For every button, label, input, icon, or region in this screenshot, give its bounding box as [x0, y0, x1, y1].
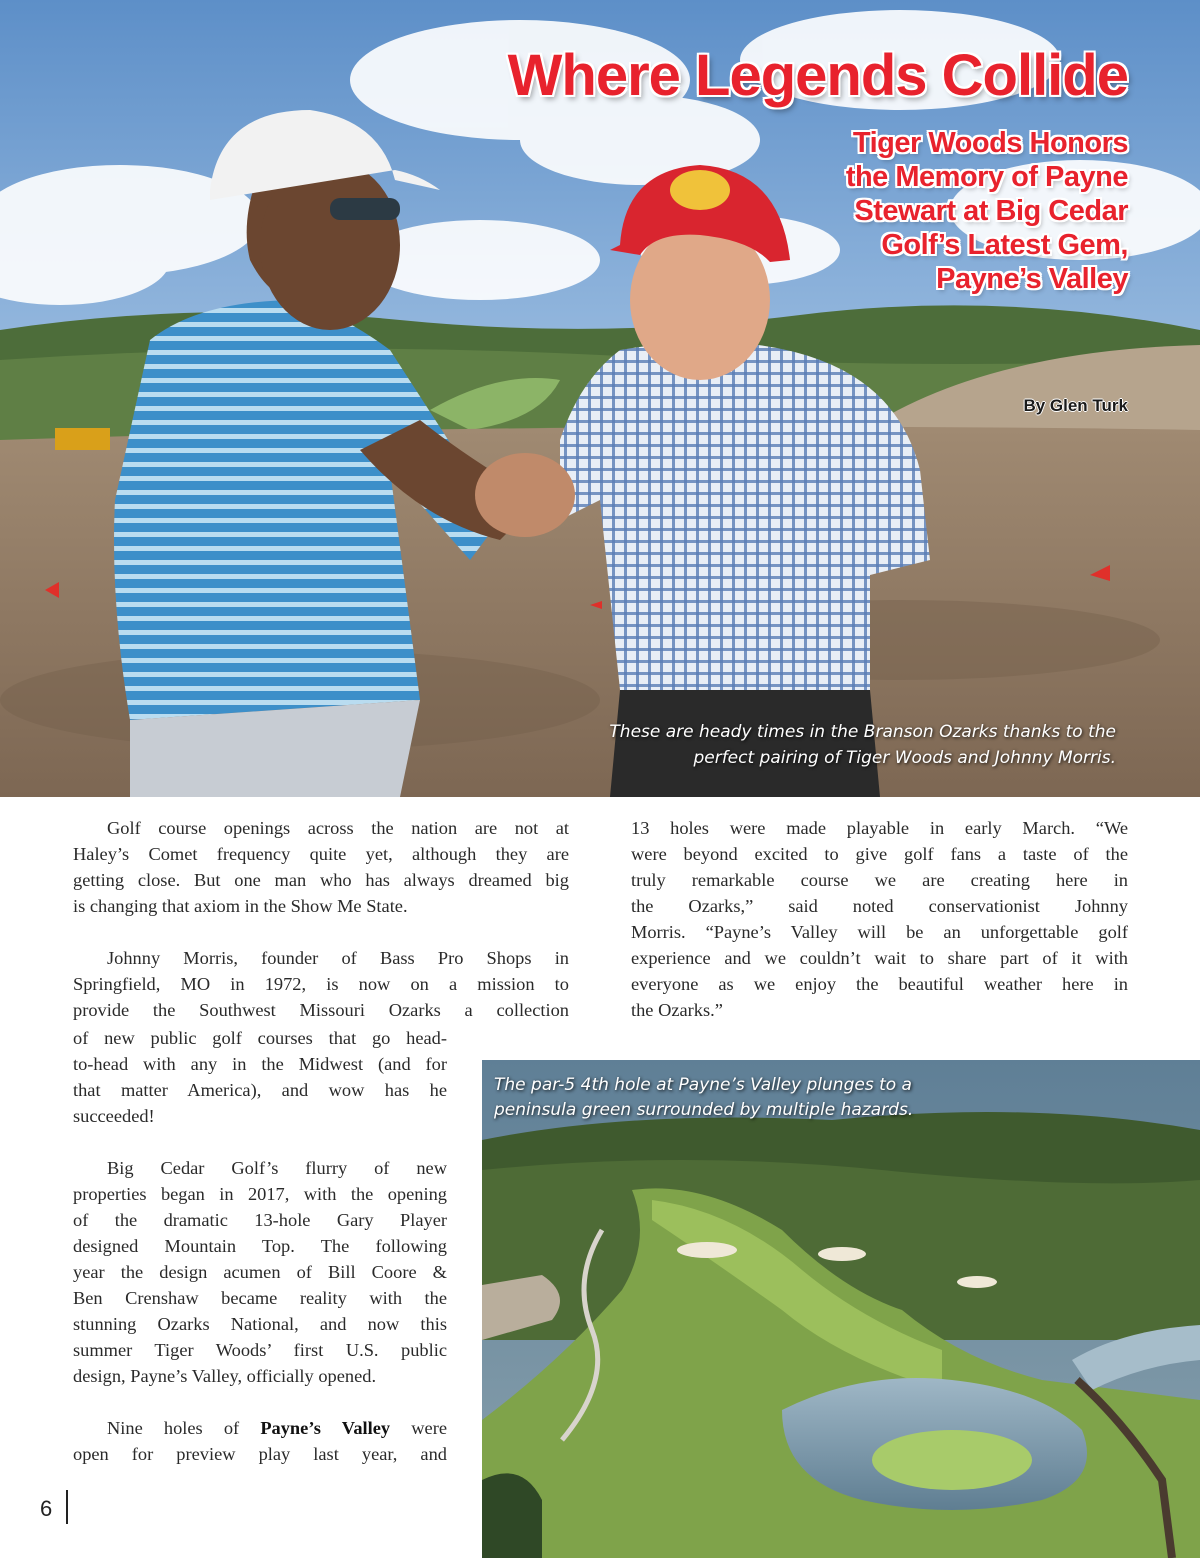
paragraph-2	[73, 945, 569, 1023]
paragraph-4	[73, 1415, 447, 1467]
text-line: getting close. But one man who has always dreamed big	[73, 870, 569, 890]
text-line: provide the Southwest Missouri Ozarks a collection	[73, 1000, 569, 1020]
course-photo-illustration	[482, 1060, 1200, 1558]
text-line	[73, 1415, 447, 1441]
text-line: summer Tiger Woods’ first U.S. public	[73, 1340, 447, 1360]
course-photo-caption	[494, 1073, 974, 1123]
text-line: properties began in 2017, with the opening	[73, 1184, 447, 1204]
caption-line: These are heady times in the Branson Ozarks thanks to the	[609, 722, 1116, 742]
subhead-line: Tiger Woods Honors	[852, 127, 1128, 159]
text-line: Morris. “Payne’s Valley will be an unforgettable golf	[631, 922, 1128, 942]
caption-line: perfect pairing of Tiger Woods and Johnny Morris.	[693, 748, 1116, 768]
text-line: 13 holes were made playable in early March. “We	[631, 818, 1128, 838]
text-line: year the design acumen of Bill Coore &	[73, 1262, 447, 1282]
folio-divider	[66, 1490, 68, 1524]
caption-line: The par-5 4th hole at Payne’s Valley plunges to a	[494, 1075, 912, 1095]
text-line: stunning Ozarks National, and now this	[73, 1314, 447, 1334]
text-line: open for preview play last year, and	[73, 1444, 447, 1464]
text-line: designed Mountain Top. The following	[73, 1236, 447, 1256]
text-line: Springfield, MO in 1972, is now on a mission to	[73, 974, 569, 994]
hero-photo-caption	[556, 719, 1116, 771]
text-line: that matter America), and wow has he	[73, 1080, 447, 1100]
text-line: truly remarkable course we are creating here in	[631, 870, 1128, 890]
body-column-right	[631, 815, 1128, 1023]
caption-line: peninsula green surrounded by multiple hazards.	[494, 1100, 914, 1120]
subhead-line: Payne’s Valley	[936, 263, 1128, 295]
text-line: Ben Crenshaw became reality with the	[73, 1288, 447, 1308]
article-subheadline	[708, 126, 1128, 296]
text-line: succeeded!	[73, 1106, 155, 1126]
subhead-line: Golf’s Latest Gem,	[881, 229, 1128, 261]
text-line: everyone as we enjoy the beautiful weather here in	[631, 974, 1128, 994]
text-line: of the dramatic 13-hole Gary Player	[73, 1210, 447, 1230]
text-run: Nine holes of	[107, 1418, 261, 1438]
body-column-left-bottom	[73, 1025, 447, 1467]
text-line: Golf course openings across the nation are not at	[107, 818, 569, 838]
text-line: Johnny Morris, founder of Bass Pro Shops in	[107, 948, 569, 968]
text-line: were beyond excited to give golf fans a taste of the	[631, 844, 1128, 864]
paragraph-2-continued	[73, 1025, 447, 1129]
text-run: were	[390, 1418, 447, 1438]
paragraph-1	[73, 815, 569, 919]
text-line: the Ozarks.”	[631, 1000, 723, 1020]
article-byline: By Glen Turk	[1023, 396, 1128, 415]
text-line: design, Payne’s Valley, officially opened.	[73, 1366, 377, 1386]
text-line: to-head with any in the Midwest (and for	[73, 1054, 447, 1074]
page-number: 6	[40, 1496, 53, 1521]
text-line: is changing that axiom in the Show Me State.	[73, 896, 408, 916]
subhead-line: Stewart at Big Cedar	[854, 195, 1128, 227]
text-line: Haley’s Comet frequency quite yet, although they are	[73, 844, 569, 864]
text-line: the Ozarks,” said noted conservationist Johnny	[631, 896, 1128, 916]
paragraph-5	[631, 815, 1128, 1023]
course-photo	[482, 1060, 1200, 1558]
subhead-line: the Memory of Payne	[845, 161, 1128, 193]
text-line: of new public golf courses that go head-	[73, 1028, 447, 1048]
paragraph-3	[73, 1155, 447, 1389]
text-line: experience and we couldn’t wait to share part of it with	[631, 948, 1128, 968]
text-line: Big Cedar Golf’s flurry of new	[107, 1158, 447, 1178]
body-column-left-top	[73, 815, 569, 1023]
article-headline: Where Legends Collide	[507, 43, 1128, 108]
course-name-bold: Payne’s Valley	[260, 1418, 391, 1438]
